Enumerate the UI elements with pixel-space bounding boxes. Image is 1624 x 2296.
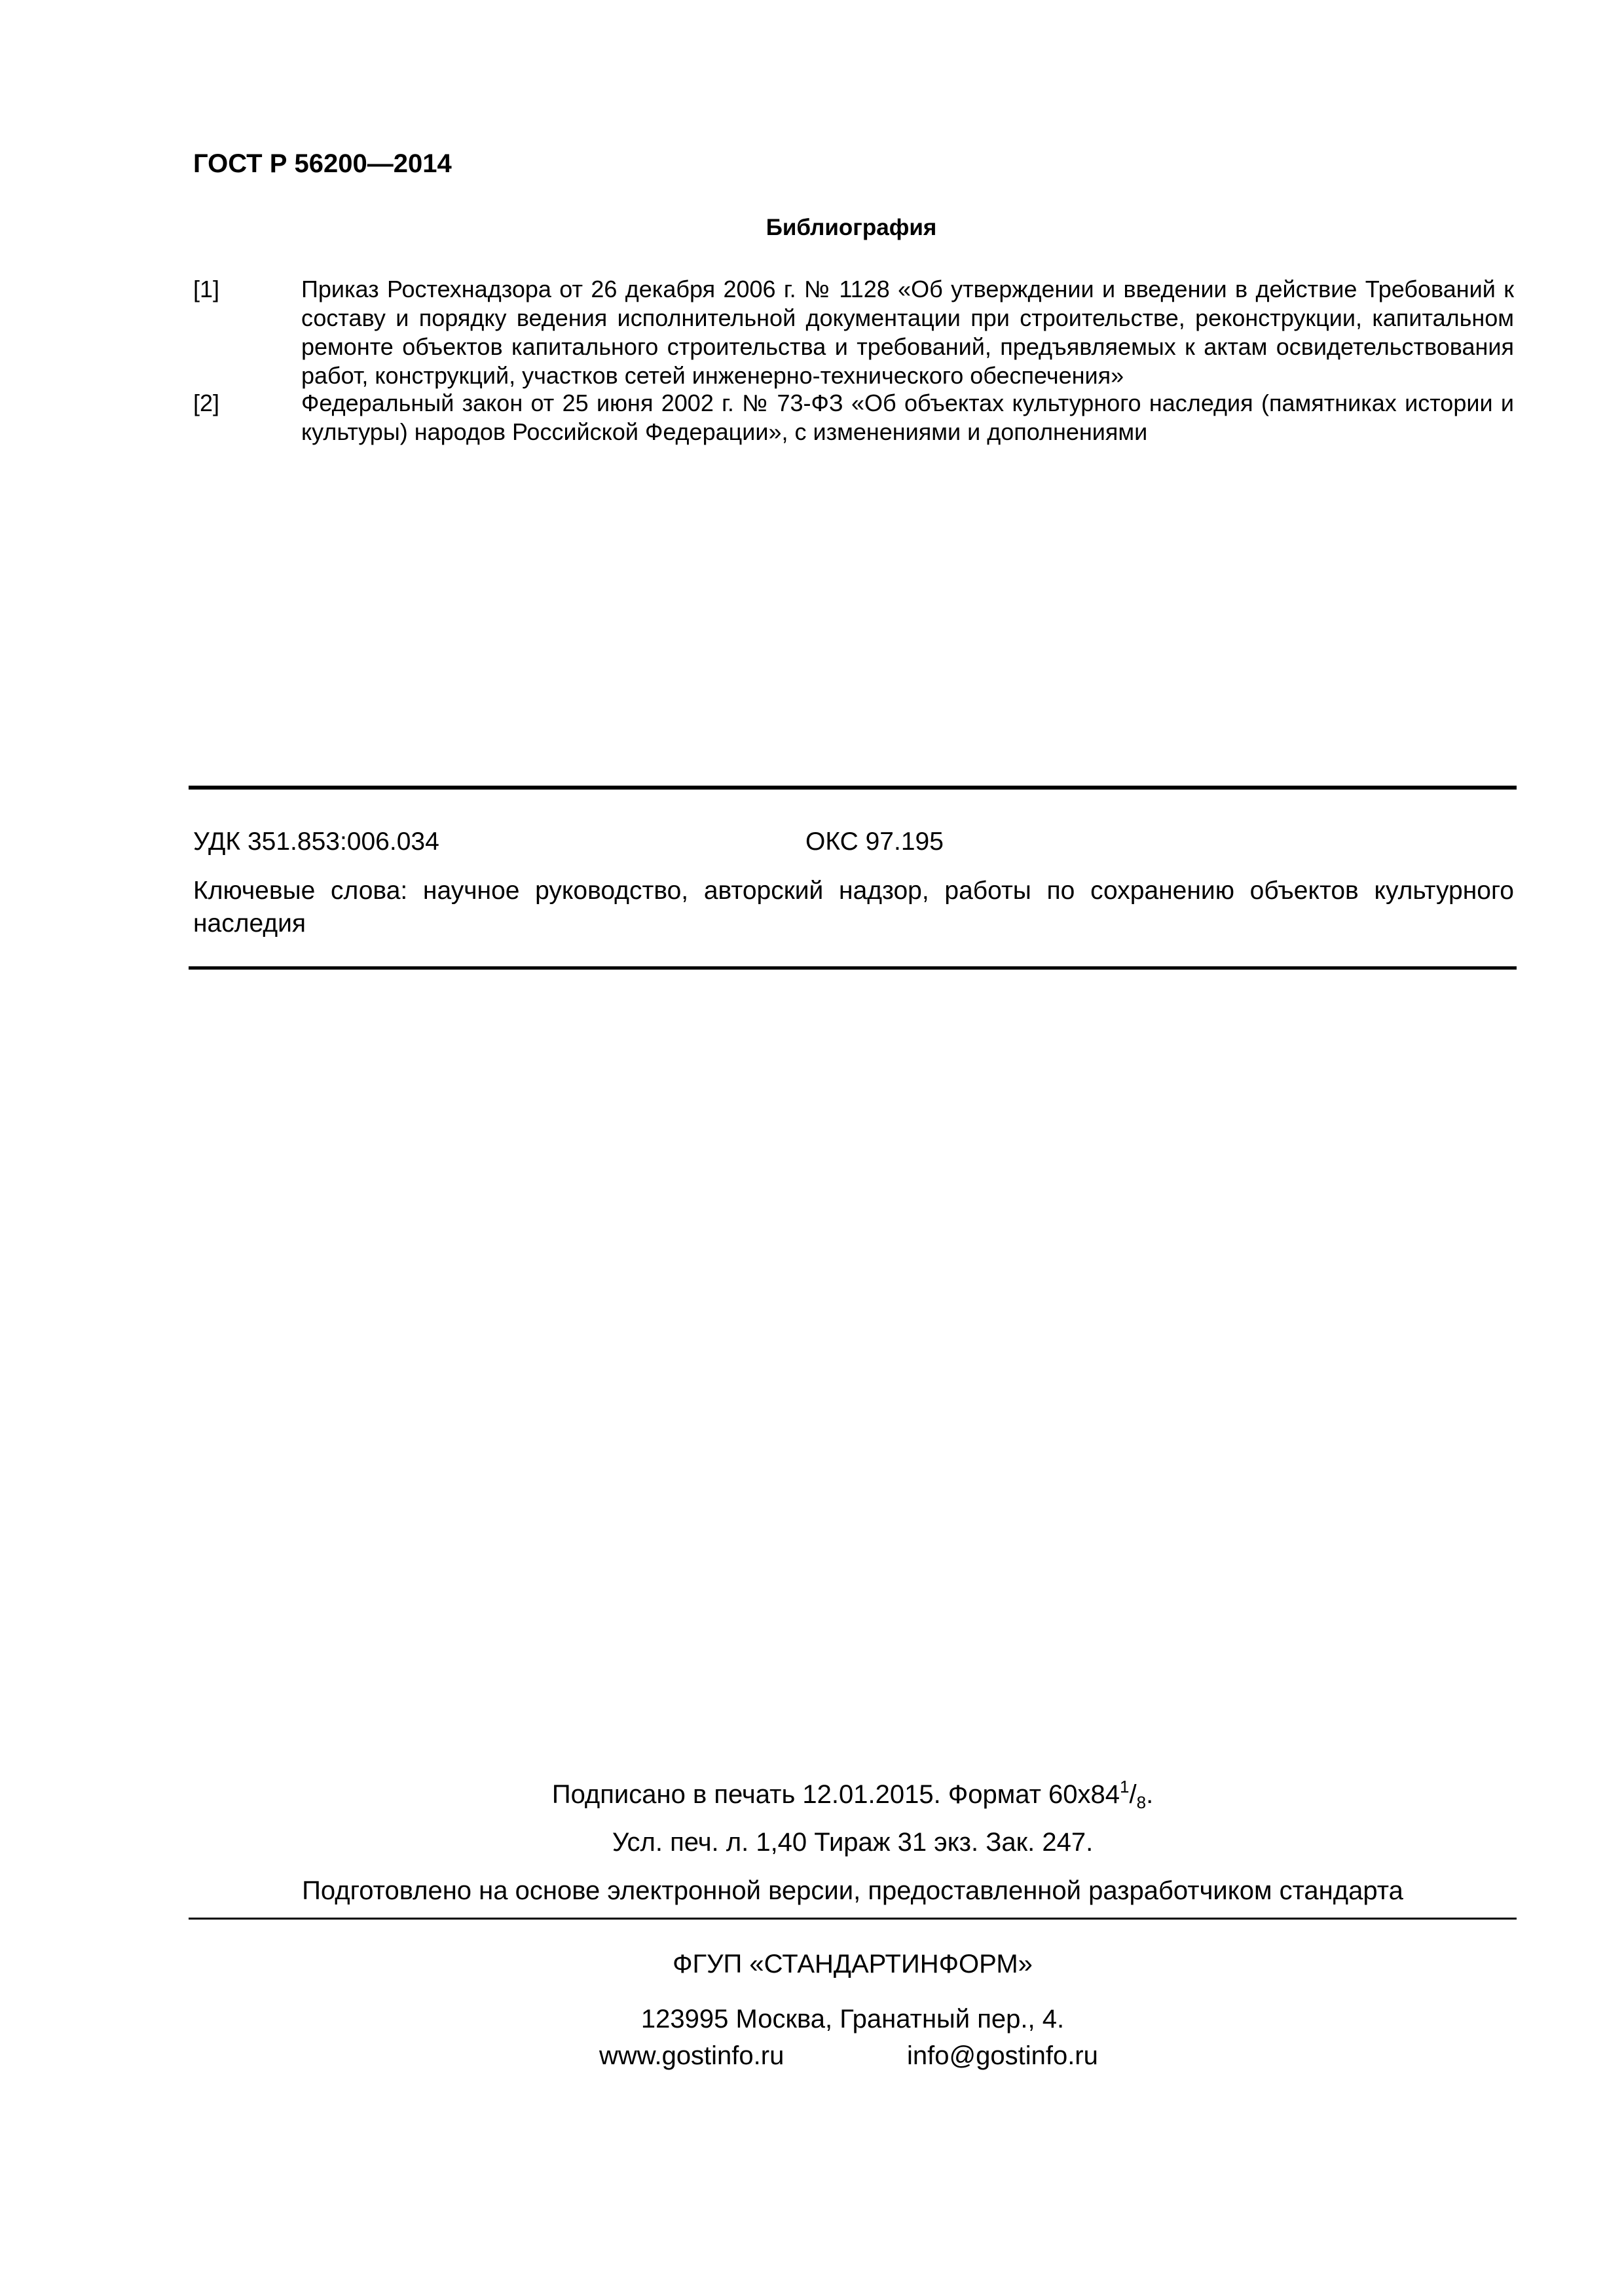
- bibliography-entry-2-number: [2]: [193, 390, 220, 416]
- bibliography-entry-1-number: [1]: [193, 276, 220, 302]
- imprint-rule: [189, 1918, 1517, 1920]
- website-link[interactable]: www.gostinfo.ru: [599, 2041, 784, 2070]
- format-fraction-denominator: 8: [1136, 1793, 1147, 1812]
- format-fraction-numerator: 1: [1120, 1777, 1130, 1796]
- bibliography-entry-2-text: Федеральный закон от 25 июня 2002 г. № 73-ФЗ «Об объектах культурного наследия (памятниках истории и культуры) народов Российской Федерации», с изменениями и дополнениями: [301, 390, 1514, 445]
- document-code: ГОСТ Р 56200—2014: [193, 149, 452, 178]
- bibliography-entry-1-text: Приказ Ростехнадзора от 26 декабря 2006 г. № 1128 «Об утверждении и введении в действие Требований к составу и порядку ведения исполнительной документации при строительстве, реконструкции, капитальном ремонте объектов капитального строительства и требований, предъявляемых к актам освидетельствования работ, конструкций, участков сетей инженерно-технического обеспечения»: [301, 276, 1514, 389]
- keywords: Ключевые слова: научное руководство, авторский надзор, работы по сохранению объектов культурного наследия: [193, 877, 1514, 938]
- classification-bottom-rule: [189, 966, 1517, 970]
- format-fraction-slash: /: [1129, 1780, 1137, 1809]
- publisher-name: ФГУП «СТАНДАРТИНФОРМ»: [673, 1950, 1033, 1978]
- format-fraction-end: .: [1146, 1780, 1154, 1809]
- classification-top-rule: [189, 786, 1517, 790]
- print-info: Усл. печ. л. 1,40 Тираж 31 экз. Зак. 247.: [612, 1828, 1094, 1857]
- prepared-note: Подготовлено на основе электронной версии, предоставленной разработчиком стандарта: [302, 1876, 1403, 1905]
- signed-for-print-line: [189, 1777, 1517, 1813]
- bibliography-title: Библиография: [766, 215, 937, 240]
- publisher-address: 123995 Москва, Гранатный пер., 4.: [640, 2005, 1065, 2033]
- udk-code: УДК 351.853:006.034: [193, 828, 439, 856]
- email-link[interactable]: info@gostinfo.ru: [907, 2041, 1098, 2070]
- signed-for-print-text: Подписано в печать 12.01.2015. Формат 60х84: [551, 1780, 1120, 1809]
- oks-code: ОКС 97.195: [805, 828, 944, 856]
